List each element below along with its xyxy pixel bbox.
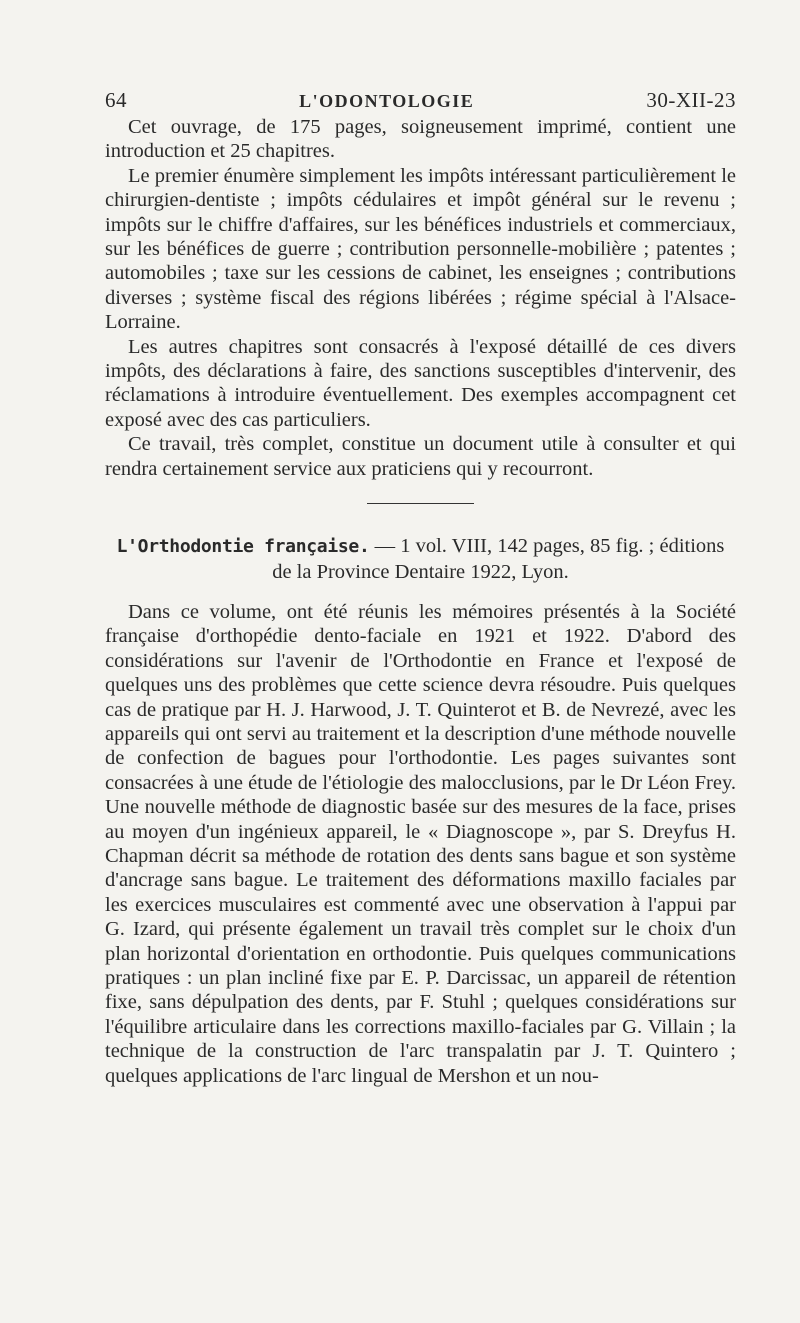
- journal-title: L'ODONTOLOGIE: [299, 91, 475, 111]
- section-divider: [367, 503, 474, 504]
- paragraph: Ce travail, très complet, constitue un document utile à consulter et qui rendra certainement service aux praticiens qui y recourront.: [105, 433, 736, 480]
- paragraph: Le premier énumère simplement les impôts intéressant particulièrement le chirurgien-dentiste ; impôts cédulaires et impôt général sur le revenu ; impôts sur le chiffre d'affaires, sur les bénéfices industriels et commerciaux, sur les bénéfices de guerre ; contribution personnelle-mobilière ; patentes ; automobiles ; taxe sur les cessions de cabinet, les enseignes ; contributions diverses ; système fiscal des régions libérées ; régime spécial à l'Alsace-Lorraine.: [105, 164, 736, 334]
- citation-line-1: [105, 534, 736, 559]
- book-title: L'Orthodontie française.: [116, 536, 370, 558]
- citation-details: — 1 vol. VIII, 142 pages, 85 fig. ; éditions: [369, 535, 725, 558]
- review-section-2: [105, 534, 736, 1088]
- paragraph: Les autres chapitres sont consacrés à l'exposé détaillé de ces divers impôts, des déclarations à faire, des sanctions susceptibles d'intervenir, des réclamations à introduire éventuellement. Des exemples accompagnent cet exposé avec des cas particuliers.: [105, 335, 736, 431]
- page-number: 64: [105, 88, 127, 112]
- review-section-1: [105, 115, 736, 481]
- running-header: [105, 88, 736, 113]
- book-citation: [105, 534, 736, 584]
- paragraph: Cet ouvrage, de 175 pages, soigneusement imprimé, contient une introduction et 25 chapitres.: [105, 116, 736, 163]
- issue-date: 30-XII-23: [646, 88, 736, 112]
- citation-line-2: de la Province Dentaire 1922, Lyon.: [272, 560, 569, 583]
- paragraph: Dans ce volume, ont été réunis les mémoires présentés à la Société française d'orthopédie dento-faciale en 1921 et 1922. D'abord des considérations sur l'avenir de l'Orthodontie en France et l'exposé de quelques uns des problèmes que cette science devra résoudre. Puis quelques cas de pratique par H. J. Harwood, J. T. Quinterot et B. de Nevrezé, avec les appareils qui ont servi au traitement et la description d'une méthode nouvelle de confection de bagues pour l'orthodontie. Les pages suivantes sont consacrées à une étude de l'étiologie des malocclusions, par le Dr Léon Frey. Une nouvelle méthode de diagnostic basée sur des mesures de la face, prises au moyen d'un ingénieux appareil, le « Diagnoscope », par S. Dreyfus H. Chapman décrit sa méthode de rotation des dents sans bague et son système d'ancrage sans bague. Le traitement des déformations maxillo faciales par les exercices musculaires est commenté avec une observation à l'appui par G. Izard, qui présente également un travail très complet sur le choix d'un plan horizontal d'orientation en orthodontie. Puis quelques communications pratiques : un plan incliné fixe par E. P. Darcissac, un appareil de rétention fixe, sans dépulpation des dents, par F. Stuhl ; quelques considérations sur l'équilibre articulaire dans les corrections maxillo-faciales par G. Villain ; la technique de la construction de l'arc transpalatin par J. T. Quintero ; quelques applications de l'arc lingual de Mershon et un nou-: [105, 600, 736, 1087]
